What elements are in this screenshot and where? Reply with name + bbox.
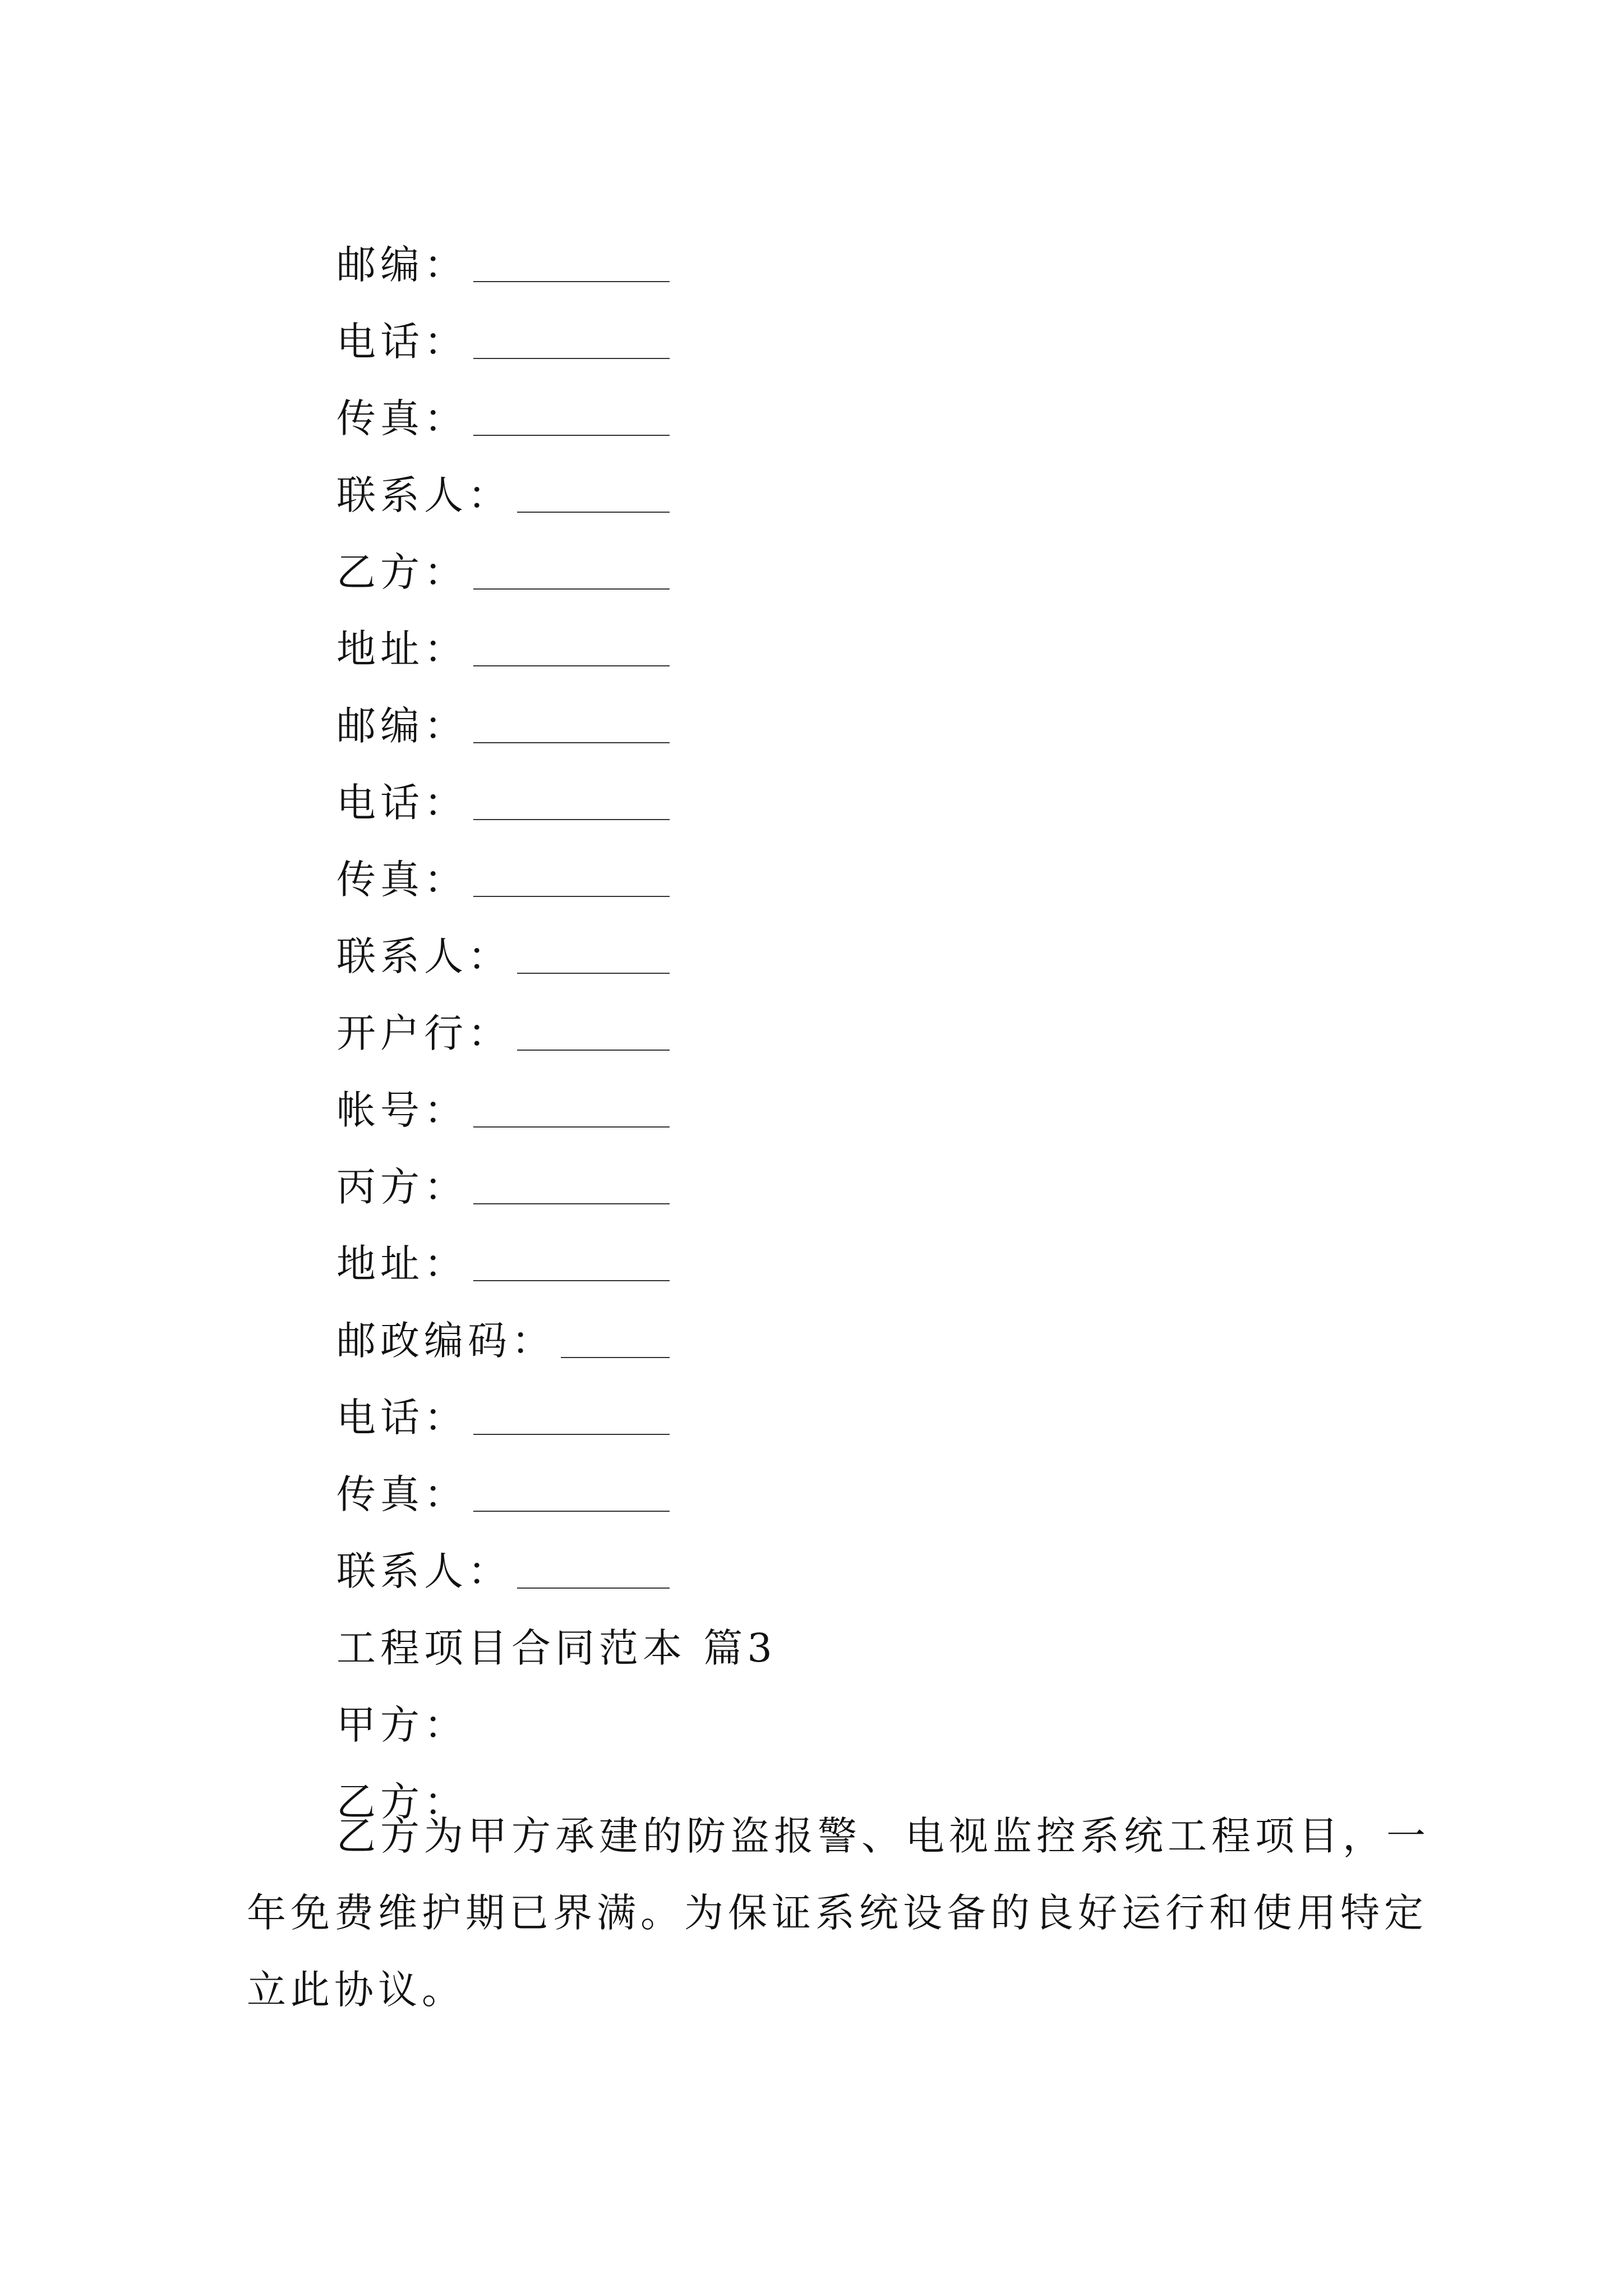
field-fax bbox=[336, 822, 1122, 903]
fill-blank bbox=[561, 1356, 670, 1358]
field-contact bbox=[336, 1514, 1122, 1594]
field-label: 传真： bbox=[336, 395, 468, 441]
field-label: 联系人： bbox=[336, 1548, 511, 1594]
fill-blank bbox=[473, 588, 670, 590]
field-account bbox=[336, 1053, 1122, 1133]
field-label: 地址： bbox=[336, 1241, 468, 1287]
fill-blank bbox=[517, 972, 670, 974]
field-address bbox=[336, 1207, 1122, 1287]
field-label: 邮编： bbox=[336, 703, 468, 749]
field-label: 传真： bbox=[336, 857, 468, 903]
fill-blank bbox=[517, 511, 670, 513]
field-label: 电话： bbox=[336, 319, 468, 365]
field-postcode bbox=[336, 208, 1122, 288]
field-label: 乙方： bbox=[336, 1779, 468, 1825]
field-contact bbox=[336, 438, 1122, 518]
field-label: 乙方： bbox=[336, 549, 468, 595]
fill-blank bbox=[473, 357, 670, 359]
field-fax bbox=[336, 1437, 1122, 1517]
field-address bbox=[336, 592, 1122, 672]
fill-blank bbox=[473, 434, 670, 436]
fill-blank bbox=[517, 1587, 670, 1589]
field-label: 丙方： bbox=[336, 1164, 468, 1210]
field-label: 电话： bbox=[336, 780, 468, 826]
fill-blank bbox=[473, 742, 670, 743]
field-party-a bbox=[336, 1668, 1122, 1748]
field-contact bbox=[336, 899, 1122, 979]
field-fax bbox=[336, 361, 1122, 441]
field-party-c bbox=[336, 1130, 1122, 1210]
fill-blank bbox=[473, 895, 670, 897]
field-phone bbox=[336, 746, 1122, 826]
field-label: 电话： bbox=[336, 1395, 468, 1441]
field-postcode bbox=[336, 669, 1122, 749]
fill-blank bbox=[473, 1510, 670, 1512]
field-label: 地址： bbox=[336, 626, 468, 672]
section-title: 工程项目合同范本 篇3 bbox=[336, 1625, 777, 1671]
fill-blank bbox=[473, 1203, 670, 1204]
field-phone bbox=[336, 1360, 1122, 1441]
fill-blank bbox=[473, 818, 670, 820]
agreement-paragraph: 乙方为甲方承建的防盗报警、电视监控系统工程项目，一年免费维护期已界满。为保证系统设备的良好运行和使用特定立此协议。 bbox=[247, 1813, 1430, 2013]
field-label: 邮政编码： bbox=[336, 1318, 555, 1364]
contract-fields bbox=[336, 208, 1122, 1825]
fill-blank bbox=[473, 1280, 670, 1281]
field-label: 甲方： bbox=[336, 1702, 468, 1748]
fill-blank bbox=[473, 280, 670, 282]
field-label: 邮编： bbox=[336, 242, 468, 288]
field-party-b bbox=[336, 515, 1122, 595]
field-phone bbox=[336, 284, 1122, 365]
field-label: 联系人： bbox=[336, 933, 511, 979]
field-label: 开户行： bbox=[336, 1010, 511, 1056]
field-label: 帐号： bbox=[336, 1087, 468, 1133]
field-bank bbox=[336, 976, 1122, 1056]
field-label: 联系人： bbox=[336, 472, 511, 518]
fill-blank bbox=[517, 1049, 670, 1051]
field-postal-code bbox=[336, 1283, 1122, 1364]
field-label: 传真： bbox=[336, 1471, 468, 1517]
fill-blank bbox=[473, 665, 670, 666]
fill-blank bbox=[473, 1126, 670, 1128]
fill-blank bbox=[473, 1433, 670, 1435]
section-heading bbox=[336, 1591, 1122, 1671]
